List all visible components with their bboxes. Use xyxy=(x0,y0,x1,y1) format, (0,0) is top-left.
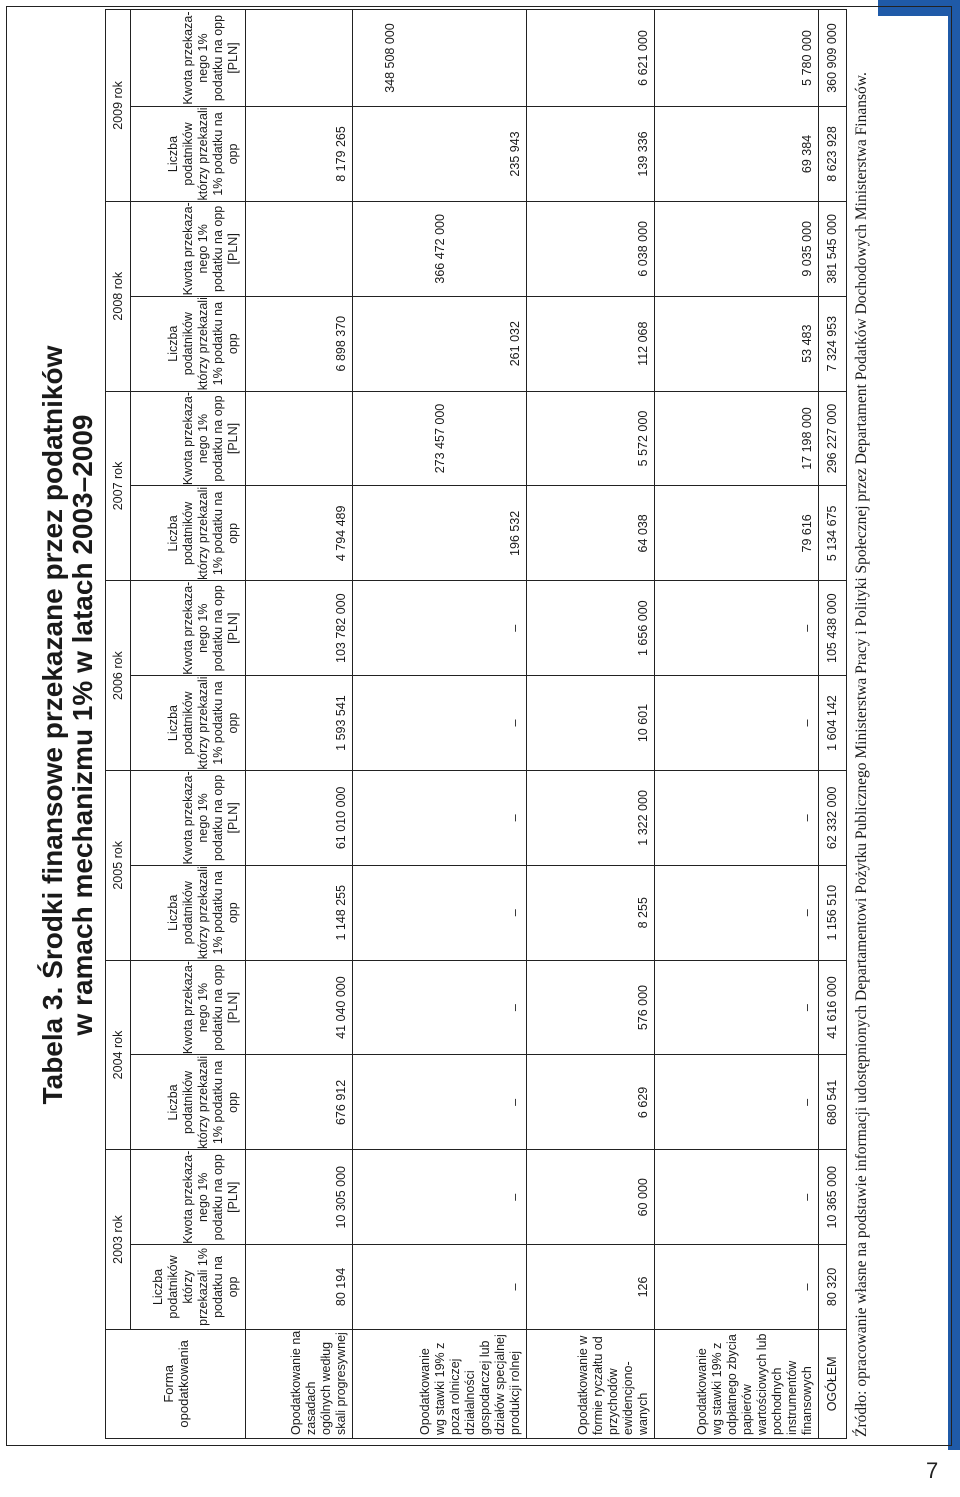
table-cell: – xyxy=(655,1245,818,1330)
table-cell: 6 898 370 xyxy=(246,296,353,391)
table-cell: 1 156 510 xyxy=(818,865,846,960)
table-cell xyxy=(246,391,353,486)
year-2008: 2008 rok xyxy=(106,201,131,391)
header-liczba: Liczba podatników którzy przekazali 1% podatku na opp xyxy=(131,1245,246,1330)
table-cell: 80 320 xyxy=(818,1245,846,1330)
table-cell: – xyxy=(352,770,526,865)
table-cell: 41 616 000 xyxy=(818,960,846,1055)
table-cell: 6 621 000 xyxy=(526,10,654,107)
table-cell: 576 000 xyxy=(526,960,654,1055)
table-cell: – xyxy=(352,676,526,771)
header-kwota: Kwota przekaza-nego 1% podatku na opp [PLN] xyxy=(131,581,246,676)
table-cell: 10 305 000 xyxy=(246,1150,353,1245)
title-line-1: Tabela 3. Środki finansowe przekazane przez podatników xyxy=(37,345,68,1105)
header-liczba: Liczba podatników którzy przekazali 1% podatku na opp xyxy=(131,486,246,581)
table-cell: 1 148 255 xyxy=(246,865,353,960)
year-2004: 2004 rok xyxy=(106,960,131,1150)
table-cell: 196 532 xyxy=(352,486,526,581)
table-cell: 126 xyxy=(526,1245,654,1330)
header-year-row xyxy=(106,10,131,1439)
header-liczba: Liczba podatników którzy przekazali 1% podatku na opp xyxy=(131,296,246,391)
table-cell: – xyxy=(352,1245,526,1330)
table-cell: 8 623 928 xyxy=(818,107,846,202)
year-2009: 2009 rok xyxy=(106,10,131,202)
table-cell: 80 194 xyxy=(246,1245,353,1330)
table-cell: – xyxy=(655,865,818,960)
table-row xyxy=(526,10,654,1439)
table-cell xyxy=(246,10,353,107)
table-cell: – xyxy=(352,1055,526,1150)
row-label: Opodatkowanie wg stawki 19% z poza rolniczej działalności gospodarczej lub działów specjalnej produkcji rolnej xyxy=(352,1329,526,1438)
header-kwota: Kwota przekaza-nego 1% podatku na opp [PLN] xyxy=(131,1150,246,1245)
table-cell: – xyxy=(655,581,818,676)
table-cell: 5 780 000 xyxy=(655,10,818,107)
table-cell: 273 457 000 xyxy=(352,391,526,486)
header-sub-row xyxy=(131,10,246,1439)
row-label-total: OGÓŁEM xyxy=(818,1329,846,1438)
table-cell: 60 000 xyxy=(526,1150,654,1245)
table-cell: – xyxy=(352,1150,526,1245)
table-cell: 366 472 000 xyxy=(352,201,526,296)
table-cell: 4 794 489 xyxy=(246,486,353,581)
header-liczba: Liczba podatników którzy przekazali 1% podatku na opp xyxy=(131,865,246,960)
table-cell: 5 572 000 xyxy=(526,391,654,486)
table-cell: – xyxy=(655,770,818,865)
data-table xyxy=(105,9,847,1439)
table-cell: – xyxy=(655,1055,818,1150)
table-cell: 1 656 000 xyxy=(526,581,654,676)
table-cell: 235 943 xyxy=(352,107,526,202)
table-cell: 9 035 000 xyxy=(655,201,818,296)
table-cell: 10 601 xyxy=(526,676,654,771)
row-label: Opodatkowanie w formie ryczałtu od przychodów ewidencjono-wanych xyxy=(526,1329,654,1438)
header-kwota: Kwota przekaza-nego 1% podatku na opp [PLN] xyxy=(131,770,246,865)
table-cell: 61 010 000 xyxy=(246,770,353,865)
table-cell: 676 912 xyxy=(246,1055,353,1150)
header-forma: Forma opodatkowania xyxy=(106,1329,246,1438)
header-kwota: Kwota przekaza-nego 1% podatku na opp [PLN] xyxy=(131,10,246,107)
table-cell: 7 324 953 xyxy=(818,296,846,391)
table-cell: 103 782 000 xyxy=(246,581,353,676)
table-cell: – xyxy=(352,865,526,960)
header-kwota: Kwota przekaza-nego 1% podatku na opp [PLN] xyxy=(131,391,246,486)
table-cell: 69 384 xyxy=(655,107,818,202)
table-cell: – xyxy=(352,960,526,1055)
table-cell: 79 616 xyxy=(655,486,818,581)
table-cell: 41 040 000 xyxy=(246,960,353,1055)
table-cell: 53 483 xyxy=(655,296,818,391)
year-2006: 2006 rok xyxy=(106,581,131,771)
table-cell: – xyxy=(655,676,818,771)
table-cell: 105 438 000 xyxy=(818,581,846,676)
table-cell: 64 038 xyxy=(526,486,654,581)
table-cell: 680 541 xyxy=(818,1055,846,1150)
table-cell: 6 038 000 xyxy=(526,201,654,296)
table-cell: 112 068 xyxy=(526,296,654,391)
header-liczba: Liczba podatników którzy przekazali 1% podatku na opp xyxy=(131,1055,246,1150)
table-cell: 1 322 000 xyxy=(526,770,654,865)
row-label: Opodatkowanie na zasadach ogólnych według skali progresywnej xyxy=(246,1329,353,1438)
table-cell: 6 629 xyxy=(526,1055,654,1150)
header-kwota: Kwota przekaza-nego 1% podatku na opp [PLN] xyxy=(131,960,246,1055)
rotated-content xyxy=(0,5,960,1445)
year-2005: 2005 rok xyxy=(106,770,131,960)
header-liczba: Liczba podatników którzy przekazali 1% podatku na opp xyxy=(131,107,246,202)
year-2007: 2007 rok xyxy=(106,391,131,581)
table-cell: 296 227 000 xyxy=(818,391,846,486)
table-cell: – xyxy=(352,581,526,676)
title-line-2: w ramach mechanizmu 1% w latach 2003–2009 xyxy=(67,414,98,1036)
table-cell: – xyxy=(655,960,818,1055)
table-row xyxy=(352,10,526,1439)
table-row-total xyxy=(818,10,846,1439)
table-cell: 5 134 675 xyxy=(818,486,846,581)
table-cell: – xyxy=(655,1150,818,1245)
page-number: 7 xyxy=(926,1458,939,1483)
table-cell: 10 365 000 xyxy=(818,1150,846,1245)
table-cell: 8 179 265 xyxy=(246,107,353,202)
table-cell: 62 332 000 xyxy=(818,770,846,865)
table-title xyxy=(38,335,98,1115)
table-cell: 139 336 xyxy=(526,107,654,202)
year-2003: 2003 rok xyxy=(106,1150,131,1329)
table-cell: 381 545 000 xyxy=(818,201,846,296)
row-label: Opodatkowanie wg stawki 19% z odpłatnego zbycia papierów wartościowych lub pochodnych instrumentów finansowych xyxy=(655,1329,818,1438)
table-cell: 1 604 142 xyxy=(818,676,846,771)
table-row xyxy=(246,10,353,1439)
source-note: Źródło: opracowanie własne na podstawie informacji udostępnionych Departamentowi Pożytku Publicznego Ministerstwa Pracy i Polityki Społecznej przez Departament Podatków Dochodowych Ministerstwa Finansów. xyxy=(853,72,870,1437)
table-cell xyxy=(246,201,353,296)
table-cell: 8 255 xyxy=(526,865,654,960)
table-cell: 261 032 xyxy=(352,296,526,391)
header-liczba: Liczba podatników którzy przekazali 1% podatku na opp xyxy=(131,676,246,771)
table-cell: 348 508 000 xyxy=(352,10,526,107)
table-cell: 17 198 000 xyxy=(655,391,818,486)
table-cell: 360 909 000 xyxy=(818,10,846,107)
table-row xyxy=(655,10,818,1439)
table-cell: 1 593 541 xyxy=(246,676,353,771)
header-kwota: Kwota przekaza-nego 1% podatku na opp [PLN] xyxy=(131,201,246,296)
